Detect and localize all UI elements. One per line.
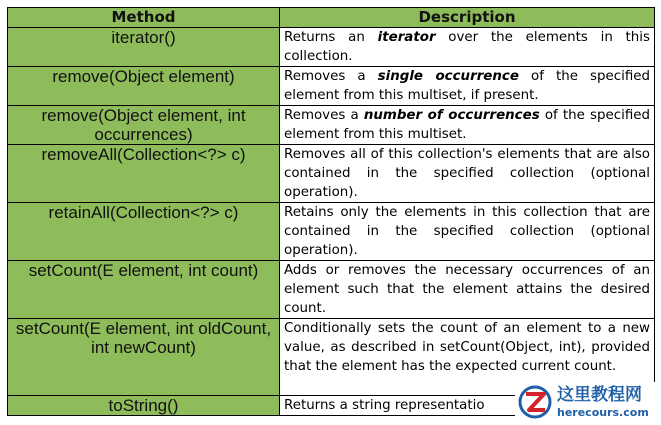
description-cell: Retains only the elements in this collection that are contained in the specified collection (optional operation). bbox=[280, 203, 655, 261]
watermark bbox=[515, 382, 657, 422]
method-cell: remove(Object element, int occurrences) bbox=[8, 106, 280, 145]
description-cell: Conditionally sets the count of an element to a new value, as described in setCount(Object, int), provided that the element has the expected current count. bbox=[280, 319, 655, 396]
method-cell: iterator() bbox=[8, 28, 280, 67]
method-cell: toString() bbox=[8, 396, 280, 416]
description-cell: Removes a number of occurrences of the specified element from this multiset. bbox=[280, 106, 655, 145]
header-row bbox=[8, 8, 655, 28]
watermark-site-name: 这里教程网 bbox=[557, 384, 642, 405]
z-logo-icon bbox=[517, 384, 553, 420]
keyword: number of occurrences bbox=[363, 108, 540, 123]
header-method: Method bbox=[8, 8, 280, 28]
header-description: Description bbox=[280, 8, 655, 28]
table-row bbox=[8, 67, 655, 106]
method-cell: removeAll(Collection<?> c) bbox=[8, 145, 280, 203]
table-row bbox=[8, 145, 655, 203]
table-row bbox=[8, 106, 655, 145]
table-row bbox=[8, 203, 655, 261]
watermark-url: herecours.com bbox=[557, 405, 649, 419]
description-cell: Removes all of this collection's elements that are also contained in the specified collection (optional operation). bbox=[280, 145, 655, 203]
method-cell: setCount(E element, int oldCount, int newCount) bbox=[8, 319, 280, 396]
method-cell: remove(Object element) bbox=[8, 67, 280, 106]
method-cell: setCount(E element, int count) bbox=[8, 261, 280, 319]
description-cell: Returns an iterator over the elements in this collection. bbox=[280, 28, 655, 67]
method-cell: retainAll(Collection<?> c) bbox=[8, 203, 280, 261]
keyword: single occurrence bbox=[377, 69, 519, 84]
description-cell: Removes a single occurrence of the specified element from this multiset, if present. bbox=[280, 67, 655, 106]
keyword: iterator bbox=[377, 30, 436, 45]
description-cell: Adds or removes the necessary occurrences of an element such that the element attains the desired count. bbox=[280, 261, 655, 319]
table-row bbox=[8, 261, 655, 319]
description-cell: Returns a string representatio bbox=[280, 396, 655, 416]
table-row bbox=[8, 28, 655, 67]
methods-table bbox=[7, 7, 655, 419]
